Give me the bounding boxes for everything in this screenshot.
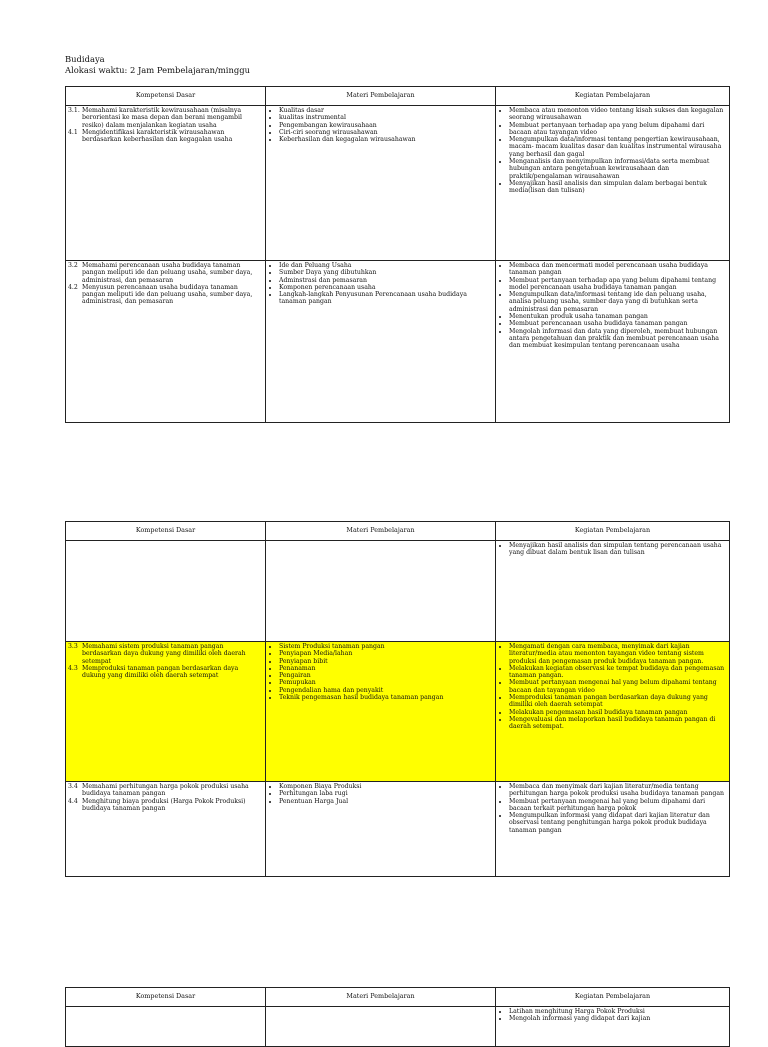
- kd-cell: [66, 261, 266, 423]
- list-item: • Penanaman: [279, 665, 493, 672]
- header-materi: Materi Pembelajaran: [266, 87, 496, 106]
- kd-cell: [66, 642, 266, 782]
- materi-cell: [266, 541, 496, 642]
- list-item: • Mengumpulkan data/informasi tentang ide dan peluang usaha, analisa peluang usaha, sumber daya yang di butuhkan serta administrasi dan pemasaran: [509, 291, 727, 313]
- table-header-row: [66, 87, 730, 106]
- table-row: [66, 261, 730, 423]
- list-item: • Komponen Biaya Produksi: [279, 783, 493, 790]
- table-row: [66, 541, 730, 642]
- list-item: • Menentukan produk usaha tanaman pangan: [509, 313, 727, 320]
- list-item: • Penyiapan Media/lahan: [279, 650, 493, 657]
- header-kegiatan: Kegiatan Pembelajaran: [496, 988, 730, 1007]
- kd-item: 4.2 Menyusun perencanaan usaha budidaya tanaman pangan meliputi ide dan peluang usaha, sumber daya, administrasi, dan pemasaran: [68, 283, 253, 306]
- list-item: • Penyiapan bibit: [279, 658, 493, 665]
- header-kegiatan: Kegiatan Pembelajaran: [496, 87, 730, 106]
- list-item: • Membuat pertanyaan mengenai hal yang belum dipahami dari bacaan terkait perhitungan harga pokok: [509, 798, 727, 813]
- list-item: • Sumber Daya yang dibutuhkan: [279, 269, 493, 276]
- list-item: • Membaca dan menyimak dari kajian literatur/media tentang perhitungan harga pokok produksi usaha budidaya tanaman pangan: [509, 783, 727, 798]
- list-item: • Mengumpulkan data/informasi tentang pengertian kewirausahaan, macam- macam kualitas dasar dan kualitas instrumental wirausaha yang berhasil dan gagal: [509, 136, 727, 158]
- kegiatan-cell: [496, 1007, 730, 1047]
- list-item: • Membuat pertanyaan terhadap apa yang belum dipahami tentang model perencanaan usaha budidaya tanaman pangan: [509, 277, 727, 292]
- kegiatan-cell: [496, 782, 730, 877]
- page-header: [65, 54, 250, 76]
- list-item: • Komponen perencanaan usaha: [279, 284, 493, 291]
- list-item: • Perhitungan laba rugi: [279, 790, 493, 797]
- syllabus-table-1: [65, 86, 730, 423]
- table-row: [66, 782, 730, 877]
- list-item: • Pengembangan kewirausahaan: [279, 122, 493, 129]
- list-item: • Melakukan kegiatan observasi ke tempat budidaya dan pengemasan tanaman pangan.: [509, 665, 727, 680]
- list-item: • Mengolah informasi dan data yang diperoleh, membuat hubungan antara pengetahuan dan praktik dan membuat perencanaan usaha dan membuat kesimpulan tentang perencanaan usaha: [509, 328, 727, 350]
- list-item: • Sistem Produksi tanaman pangan: [279, 643, 493, 650]
- list-item: • Langkah-langkah Penyusunan Perencanaan usaha budidaya tanaman pangan: [279, 291, 493, 306]
- list-item: • Pemupukan: [279, 679, 493, 686]
- kd-cell: [66, 1007, 266, 1047]
- list-item: • Mengamati dengan cara membaca, menyimak dari kajian literatur/media atau menonton tayangan video tentang sistem produksi dan pengemasan produk budidaya tanaman pangan.: [509, 643, 727, 665]
- list-item: • Membaca atau menonton video tentang kisah sukses dan kegagalan seorang wirausahawan: [509, 107, 727, 122]
- list-item: • Membuat pertanyaan mengenai hal yang belum dipahami tentang bacaan dan tayangan video: [509, 679, 727, 694]
- materi-cell: [266, 1007, 496, 1047]
- kd-cell: [66, 782, 266, 877]
- kd-item: 4.1 Mengidentifikasi karakteristik wirausahawan berdasarkan keberhasilan dan kegagalan usaha: [68, 128, 233, 144]
- kd-item: 3.1. Memahami karakteristik kewirausahaan (misalnya berorientasi ke masa depan dan berani mengambil resiko) dalam menjalankan kegiatan usaha: [68, 107, 242, 129]
- list-item: • Mengumpulkan informasi yang didapat dari kajian literatur dan observasi tentang penghitungan harga pokok produk budidaya tanaman pangan: [509, 812, 727, 834]
- list-item: • Pengendalian hama dan penyakit: [279, 687, 493, 694]
- list-item: • Ide dan Peluang Usaha: [279, 262, 493, 269]
- table-header-row: [66, 988, 730, 1007]
- kegiatan-cell: [496, 106, 730, 261]
- list-item: • Memproduksi tanaman pangan berdasarkan daya dukung yang dimiliki oleh daerah setempat: [509, 694, 727, 709]
- header-materi: Materi Pembelajaran: [266, 522, 496, 541]
- list-item: • Mengevaluasi dan melaporkan hasil budidaya tanaman pangan di daerah setempat.: [509, 716, 727, 731]
- kegiatan-cell: [496, 642, 730, 782]
- header-kompetensi: Kompetensi Dasar: [66, 522, 266, 541]
- list-item: • Melakukan pengemasan hasil budidaya tanaman pangan: [509, 709, 727, 716]
- table-row: [66, 1007, 730, 1047]
- list-item: • Membuat pertanyaan terhadap apa yang belum dipahami dari bacaan atau tayangan video: [509, 122, 727, 137]
- kd-cell: [66, 541, 266, 642]
- kd-item: 3.3 Memahami sistem produksi tanaman pangan berdasarkan daya dukung yang dimiliki oleh daerah setempat: [68, 643, 246, 665]
- materi-cell: [266, 782, 496, 877]
- list-item: • Kualitas dasar: [279, 107, 493, 114]
- kd-item: 3.4 Memahami perhitungan harga pokok produksi usaha budidaya tanaman pangan: [68, 783, 249, 798]
- list-item: • Mengolah informasi yang didapat dari kajian: [509, 1015, 727, 1022]
- kd-item: 3.2 Memahami perencanaan usaha budidaya tanaman pangan meliputi ide dan peluang usaha, sumber daya, administrasi, dan pemasaran: [68, 262, 253, 284]
- time-allocation: Alokasi waktu: 2 Jam Pembelajaran/minggu: [65, 65, 250, 75]
- list-item: • Keberhasilan dan kegagalan wirausahawan: [279, 136, 493, 143]
- kd-item: 4.3 Memproduksi tanaman pangan berdasarkan daya dukung yang dimiliki oleh daerah setempat: [68, 664, 239, 680]
- table-header-row: [66, 522, 730, 541]
- list-item: • Menganalisis dan menyimpulkan informasi/data serta membuat hubungan antara pengetahuan kewirausahaan dan praktik/pengalaman wirausahawan: [509, 158, 727, 180]
- kd-cell: [66, 106, 266, 261]
- syllabus-table-2: [65, 521, 730, 877]
- subject-title: Budidaya: [65, 54, 105, 64]
- list-item: • Pengairan: [279, 672, 493, 679]
- header-kegiatan: Kegiatan Pembelajaran: [496, 522, 730, 541]
- materi-cell: [266, 642, 496, 782]
- materi-cell: [266, 261, 496, 423]
- list-item: • Membaca dan mencermati model perencanaan usaha budidaya tanaman pangan: [509, 262, 727, 277]
- kd-item: 4.4 Menghitung biaya produksi (Harga Pokok Produksi) budidaya tanaman pangan: [68, 797, 246, 812]
- list-item: • Adminstrasi dan pemasaran: [279, 277, 493, 284]
- list-item: • Menyajikan hasil analisis dan simpulan tentang perencanaan usaha yang dibuat dalam bentuk lisan dan tulisan: [509, 542, 727, 557]
- header-kompetensi: Kompetensi Dasar: [66, 988, 266, 1007]
- table-row: [66, 106, 730, 261]
- list-item: • Teknik pengemasan hasil budidaya tanaman pangan: [279, 694, 493, 701]
- syllabus-table-3: [65, 987, 730, 1047]
- kegiatan-cell: [496, 261, 730, 423]
- list-item: • Ciri-ciri seorang wirausahawan: [279, 129, 493, 136]
- list-item: • Menyajikan hasil analisis dan simpulan dalam berbagai bentuk media(lisan dan tulisan): [509, 180, 727, 195]
- list-item: • Membuat perencanaan usaha budidaya tanaman pangan: [509, 320, 727, 327]
- list-item: • Penentuan Harga Jual: [279, 798, 493, 805]
- header-kompetensi: Kompetensi Dasar: [66, 87, 266, 106]
- header-materi: Materi Pembelajaran: [266, 988, 496, 1007]
- table-row-highlighted: [66, 642, 730, 782]
- list-item: • kualitas instrumental: [279, 114, 493, 121]
- materi-cell: [266, 106, 496, 261]
- kegiatan-cell: [496, 541, 730, 642]
- list-item: • Latihan menghitung Harga Pokok Produksi: [509, 1008, 727, 1015]
